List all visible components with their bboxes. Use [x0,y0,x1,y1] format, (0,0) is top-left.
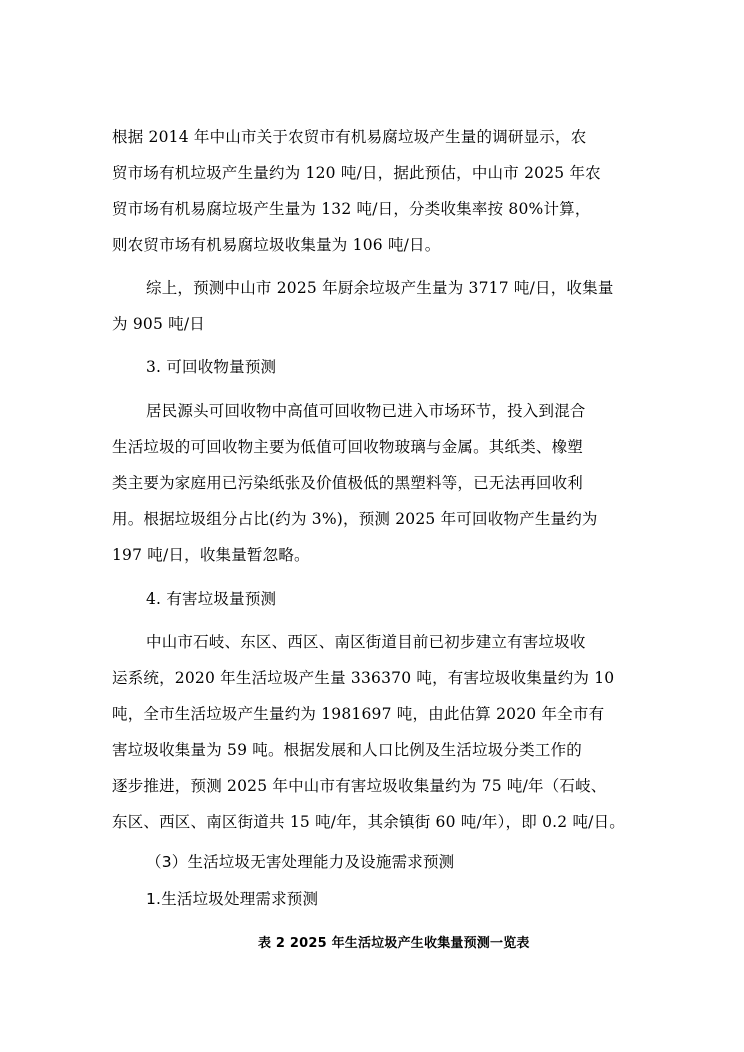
paragraph-line: 用。根据垃圾组分占比(约为 3%)，预测 2025 年可回收物产生量约为 [112,510,598,528]
paragraph-line: 逐步推进，预测 2025 年中山市有害垃圾收集量约为 75 吨/年（石岐、 [112,777,607,795]
section-heading: 3. 可回收物量预测 [146,358,277,376]
paragraph-line: 害垃圾收集量为 59 吨。根据发展和人口比例及生活垃圾分类工作的 [112,741,582,759]
paragraph-line: 则农贸市场有机易腐垃圾收集量为 106 吨/日。 [112,236,441,254]
subsection-heading: 1.生活垃圾处理需求预测 [146,890,319,908]
paragraph-line: 中山市石岐、东区、西区、南区街道目前已初步建立有害垃圾收 [146,633,586,651]
paragraph-line: 吨，全市生活垃圾产生量约为 1981697 吨，由此估算 2020 年全市有 [112,705,605,723]
table-caption: 表 2 2025 年生活垃圾产生收集量预测一览表 [258,936,530,951]
paragraph-line: 生活垃圾的可回收物主要为低值可回收物玻璃与金属。其纸类、橡塑 [112,438,584,456]
paragraph-line: 197 吨/日，收集量暂忽略。 [112,546,310,564]
section-heading: （3）生活垃圾无害处理能力及设施需求预测 [146,853,455,871]
paragraph-line: 类主要为家庭用已污染纸张及价值极低的黑塑料等，已无法再回收利 [112,474,584,492]
paragraph-line: 运系统，2020 年生活垃圾产生量 336370 吨，有害垃圾收集量约为 10 [112,669,615,687]
paragraph-line: 贸市场有机垃圾产生量约为 120 吨/日，据此预估，中山市 2025 年农 [112,164,601,182]
section-heading: 4. 有害垃圾量预测 [146,590,277,608]
paragraph-line: 居民源头可回收物中高值可回收物已进入市场环节，投入到混合 [146,402,586,420]
paragraph-line: 东区、西区、南区街道共 15 吨/年，其余镇街 60 吨/年），即 0.2 吨/日。 [112,813,625,831]
paragraph-line: 为 905 吨/日 [112,315,205,333]
paragraph-line: 根据 2014 年中山市关于农贸市有机易腐垃圾产生量的调研显示，农 [112,128,587,146]
paragraph-line: 贸市场有机易腐垃圾产生量为 132 吨/日，分类收集率按 80%计算， [112,200,591,218]
paragraph-line: 综上，预测中山市 2025 年厨余垃圾产生量为 3717 吨/日，收集量 [146,279,614,297]
